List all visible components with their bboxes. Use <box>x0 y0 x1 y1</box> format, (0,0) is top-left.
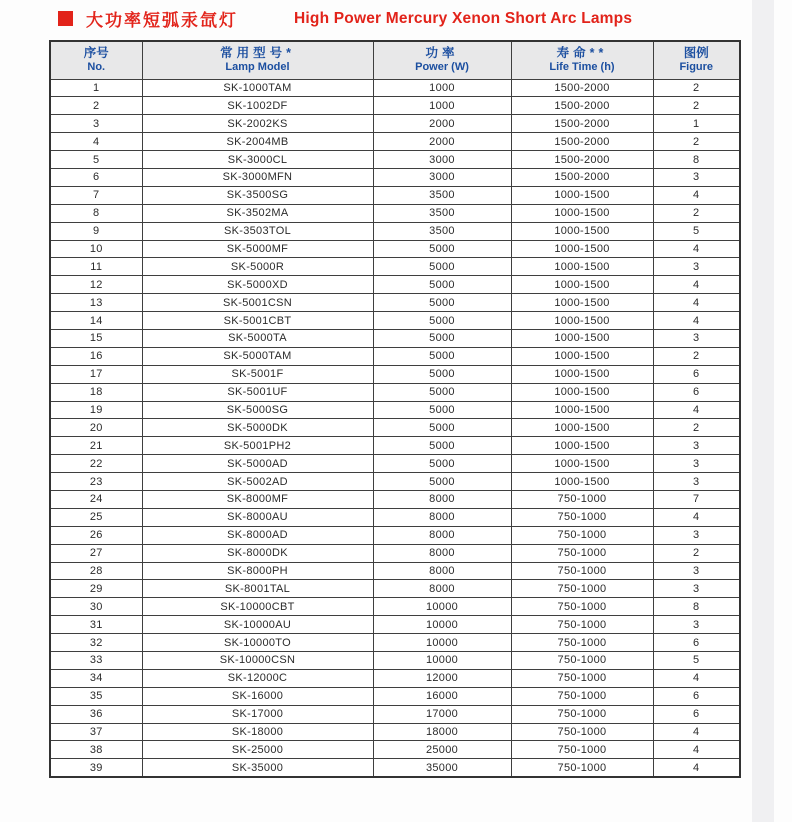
cell-power-w: 5000 <box>373 383 511 401</box>
cell-power-w: 5000 <box>373 240 511 258</box>
cell-no: 7 <box>50 186 142 204</box>
cell-life-time-h: 1000-1500 <box>511 473 653 491</box>
cell-power-w: 5000 <box>373 258 511 276</box>
cell-no: 17 <box>50 365 142 383</box>
column-header-figure <box>653 41 740 79</box>
table-row <box>50 294 740 312</box>
column-header-figure-zh: 图例 <box>683 46 709 61</box>
cell-life-time-h: 1000-1500 <box>511 294 653 312</box>
cell-figure: 5 <box>653 222 740 240</box>
cell-power-w: 5000 <box>373 276 511 294</box>
cell-power-w: 35000 <box>373 759 511 777</box>
cell-life-time-h: 1000-1500 <box>511 186 653 204</box>
cell-lamp-model: SK-5000DK <box>142 419 373 437</box>
cell-lamp-model: SK-5000SG <box>142 401 373 419</box>
table-row <box>50 473 740 491</box>
cell-power-w: 5000 <box>373 347 511 365</box>
column-header-no <box>50 41 142 79</box>
red-square-bullet-icon <box>58 11 73 26</box>
cell-life-time-h: 1000-1500 <box>511 222 653 240</box>
cell-life-time-h: 1500-2000 <box>511 79 653 97</box>
cell-no: 35 <box>50 687 142 705</box>
cell-power-w: 8000 <box>373 490 511 508</box>
column-header-power-zh: 功率 <box>425 46 459 61</box>
cell-power-w: 2000 <box>373 115 511 133</box>
cell-power-w: 8000 <box>373 580 511 598</box>
cell-power-w: 1000 <box>373 97 511 115</box>
cell-lamp-model: SK-1000TAM <box>142 79 373 97</box>
cell-no: 6 <box>50 168 142 186</box>
cell-life-time-h: 750-1000 <box>511 616 653 634</box>
page-edge-shading <box>752 0 774 822</box>
cell-life-time-h: 1000-1500 <box>511 365 653 383</box>
table-row <box>50 598 740 616</box>
cell-power-w: 5000 <box>373 401 511 419</box>
cell-lamp-model: SK-5001UF <box>142 383 373 401</box>
cell-power-w: 8000 <box>373 562 511 580</box>
cell-life-time-h: 750-1000 <box>511 598 653 616</box>
cell-lamp-model: SK-1002DF <box>142 97 373 115</box>
cell-no: 33 <box>50 652 142 670</box>
cell-figure: 2 <box>653 347 740 365</box>
cell-no: 32 <box>50 634 142 652</box>
cell-power-w: 10000 <box>373 598 511 616</box>
cell-life-time-h: 1500-2000 <box>511 151 653 169</box>
cell-life-time-h: 750-1000 <box>511 723 653 741</box>
column-header-model-en: Lamp Model <box>225 61 290 74</box>
cell-lamp-model: SK-3500SG <box>142 186 373 204</box>
column-header-model <box>142 41 373 79</box>
cell-figure: 2 <box>653 544 740 562</box>
table-row <box>50 759 740 777</box>
cell-figure: 6 <box>653 687 740 705</box>
cell-life-time-h: 1000-1500 <box>511 401 653 419</box>
cell-lamp-model: SK-5000TA <box>142 329 373 347</box>
cell-power-w: 5000 <box>373 455 511 473</box>
cell-figure: 8 <box>653 598 740 616</box>
cell-life-time-h: 750-1000 <box>511 669 653 687</box>
table-row <box>50 669 740 687</box>
cell-power-w: 8000 <box>373 544 511 562</box>
cell-figure: 6 <box>653 365 740 383</box>
cell-life-time-h: 1000-1500 <box>511 383 653 401</box>
cell-power-w: 3000 <box>373 151 511 169</box>
cell-lamp-model: SK-5000MF <box>142 240 373 258</box>
cell-lamp-model: SK-12000C <box>142 669 373 687</box>
table-row <box>50 616 740 634</box>
column-header-no-en: No. <box>87 61 106 74</box>
cell-no: 11 <box>50 258 142 276</box>
cell-no: 28 <box>50 562 142 580</box>
cell-power-w: 10000 <box>373 634 511 652</box>
cell-no: 39 <box>50 759 142 777</box>
cell-life-time-h: 750-1000 <box>511 580 653 598</box>
cell-no: 5 <box>50 151 142 169</box>
cell-figure: 4 <box>653 294 740 312</box>
table-header-row <box>50 41 740 79</box>
cell-figure: 3 <box>653 455 740 473</box>
cell-lamp-model: SK-5001PH2 <box>142 437 373 455</box>
cell-figure: 3 <box>653 562 740 580</box>
cell-no: 34 <box>50 669 142 687</box>
cell-figure: 4 <box>653 669 740 687</box>
cell-no: 1 <box>50 79 142 97</box>
table-row <box>50 186 740 204</box>
column-header-life-zh: 寿命** <box>556 46 608 61</box>
cell-lamp-model: SK-8000AD <box>142 526 373 544</box>
cell-power-w: 5000 <box>373 419 511 437</box>
cell-no: 4 <box>50 133 142 151</box>
column-header-figure-en: Figure <box>679 61 714 74</box>
cell-life-time-h: 1000-1500 <box>511 312 653 330</box>
cell-power-w: 1000 <box>373 79 511 97</box>
table-row <box>50 258 740 276</box>
cell-power-w: 5000 <box>373 473 511 491</box>
column-header-no-zh: 序号 <box>83 46 109 61</box>
cell-power-w: 5000 <box>373 294 511 312</box>
cell-lamp-model: SK-2004MB <box>142 133 373 151</box>
cell-lamp-model: SK-3502MA <box>142 204 373 222</box>
table-row <box>50 544 740 562</box>
cell-figure: 4 <box>653 186 740 204</box>
cell-power-w: 12000 <box>373 669 511 687</box>
cell-figure: 2 <box>653 133 740 151</box>
cell-figure: 4 <box>653 759 740 777</box>
cell-no: 9 <box>50 222 142 240</box>
cell-lamp-model: SK-8000PH <box>142 562 373 580</box>
cell-no: 10 <box>50 240 142 258</box>
cell-life-time-h: 750-1000 <box>511 687 653 705</box>
cell-figure: 2 <box>653 204 740 222</box>
cell-lamp-model: SK-8000DK <box>142 544 373 562</box>
cell-lamp-model: SK-18000 <box>142 723 373 741</box>
cell-no: 12 <box>50 276 142 294</box>
cell-no: 2 <box>50 97 142 115</box>
table-row <box>50 741 740 759</box>
table-row <box>50 634 740 652</box>
cell-no: 3 <box>50 115 142 133</box>
table-row <box>50 97 740 115</box>
cell-power-w: 8000 <box>373 508 511 526</box>
table-row <box>50 276 740 294</box>
cell-figure: 4 <box>653 240 740 258</box>
table-row <box>50 723 740 741</box>
cell-figure: 4 <box>653 741 740 759</box>
cell-figure: 7 <box>653 490 740 508</box>
cell-no: 22 <box>50 455 142 473</box>
cell-lamp-model: SK-10000TO <box>142 634 373 652</box>
lamp-spec-table <box>49 40 741 778</box>
table-row <box>50 419 740 437</box>
cell-no: 19 <box>50 401 142 419</box>
cell-no: 38 <box>50 741 142 759</box>
table-row <box>50 437 740 455</box>
cell-no: 25 <box>50 508 142 526</box>
cell-life-time-h: 750-1000 <box>511 490 653 508</box>
column-header-power-en: Power (W) <box>415 61 469 74</box>
cell-life-time-h: 750-1000 <box>511 508 653 526</box>
cell-lamp-model: SK-5002AD <box>142 473 373 491</box>
cell-no: 27 <box>50 544 142 562</box>
cell-life-time-h: 1500-2000 <box>511 115 653 133</box>
cell-life-time-h: 750-1000 <box>511 562 653 580</box>
cell-lamp-model: SK-17000 <box>142 705 373 723</box>
table-row <box>50 580 740 598</box>
table-row <box>50 329 740 347</box>
table-row <box>50 365 740 383</box>
cell-figure: 5 <box>653 652 740 670</box>
cell-no: 26 <box>50 526 142 544</box>
cell-lamp-model: SK-10000CBT <box>142 598 373 616</box>
cell-no: 23 <box>50 473 142 491</box>
section-title-zh: 大功率短弧汞氙灯 <box>86 11 238 30</box>
table-row <box>50 133 740 151</box>
table-row <box>50 222 740 240</box>
table-row <box>50 455 740 473</box>
cell-no: 31 <box>50 616 142 634</box>
table-row <box>50 383 740 401</box>
table-row <box>50 687 740 705</box>
cell-figure: 3 <box>653 258 740 276</box>
cell-lamp-model: SK-5001F <box>142 365 373 383</box>
column-header-power <box>373 41 511 79</box>
cell-figure: 4 <box>653 312 740 330</box>
cell-figure: 3 <box>653 580 740 598</box>
cell-power-w: 2000 <box>373 133 511 151</box>
cell-lamp-model: SK-10000AU <box>142 616 373 634</box>
cell-figure: 3 <box>653 526 740 544</box>
cell-lamp-model: SK-8001TAL <box>142 580 373 598</box>
table-row <box>50 204 740 222</box>
cell-no: 30 <box>50 598 142 616</box>
cell-life-time-h: 750-1000 <box>511 705 653 723</box>
cell-no: 20 <box>50 419 142 437</box>
cell-life-time-h: 750-1000 <box>511 741 653 759</box>
cell-power-w: 18000 <box>373 723 511 741</box>
cell-life-time-h: 750-1000 <box>511 544 653 562</box>
cell-power-w: 17000 <box>373 705 511 723</box>
cell-lamp-model: SK-5000R <box>142 258 373 276</box>
cell-lamp-model: SK-2002KS <box>142 115 373 133</box>
table-row <box>50 562 740 580</box>
cell-figure: 8 <box>653 151 740 169</box>
cell-lamp-model: SK-35000 <box>142 759 373 777</box>
cell-life-time-h: 1000-1500 <box>511 329 653 347</box>
cell-life-time-h: 750-1000 <box>511 759 653 777</box>
cell-no: 24 <box>50 490 142 508</box>
cell-lamp-model: SK-16000 <box>142 687 373 705</box>
cell-no: 29 <box>50 580 142 598</box>
table-row <box>50 168 740 186</box>
cell-no: 37 <box>50 723 142 741</box>
cell-power-w: 5000 <box>373 312 511 330</box>
table-row <box>50 652 740 670</box>
cell-power-w: 5000 <box>373 329 511 347</box>
cell-power-w: 25000 <box>373 741 511 759</box>
table-row <box>50 490 740 508</box>
cell-life-time-h: 1000-1500 <box>511 437 653 455</box>
cell-lamp-model: SK-8000AU <box>142 508 373 526</box>
cell-no: 13 <box>50 294 142 312</box>
cell-figure: 4 <box>653 276 740 294</box>
table-body <box>50 79 740 777</box>
cell-figure: 6 <box>653 383 740 401</box>
column-header-life <box>511 41 653 79</box>
cell-life-time-h: 1000-1500 <box>511 347 653 365</box>
column-header-life-en: Life Time (h) <box>549 61 615 74</box>
cell-lamp-model: SK-3000CL <box>142 151 373 169</box>
table-row <box>50 240 740 258</box>
cell-power-w: 10000 <box>373 652 511 670</box>
cell-figure: 1 <box>653 115 740 133</box>
cell-figure: 3 <box>653 473 740 491</box>
cell-power-w: 3500 <box>373 222 511 240</box>
cell-life-time-h: 1000-1500 <box>511 240 653 258</box>
cell-power-w: 8000 <box>373 526 511 544</box>
cell-life-time-h: 1500-2000 <box>511 168 653 186</box>
cell-figure: 3 <box>653 616 740 634</box>
cell-lamp-model: SK-5000TAM <box>142 347 373 365</box>
cell-figure: 4 <box>653 401 740 419</box>
table-row <box>50 312 740 330</box>
cell-life-time-h: 750-1000 <box>511 634 653 652</box>
table-row <box>50 705 740 723</box>
cell-power-w: 5000 <box>373 437 511 455</box>
cell-lamp-model: SK-5000AD <box>142 455 373 473</box>
cell-figure: 4 <box>653 508 740 526</box>
cell-lamp-model: SK-5001CSN <box>142 294 373 312</box>
table-row <box>50 151 740 169</box>
cell-power-w: 10000 <box>373 616 511 634</box>
cell-figure: 6 <box>653 705 740 723</box>
cell-life-time-h: 1000-1500 <box>511 258 653 276</box>
cell-no: 15 <box>50 329 142 347</box>
cell-figure: 2 <box>653 419 740 437</box>
cell-figure: 2 <box>653 97 740 115</box>
cell-figure: 2 <box>653 79 740 97</box>
table-row <box>50 115 740 133</box>
cell-life-time-h: 1500-2000 <box>511 133 653 151</box>
cell-no: 36 <box>50 705 142 723</box>
cell-power-w: 5000 <box>373 365 511 383</box>
cell-no: 14 <box>50 312 142 330</box>
cell-figure: 3 <box>653 329 740 347</box>
cell-power-w: 3500 <box>373 186 511 204</box>
table-row <box>50 508 740 526</box>
table-header <box>50 41 740 79</box>
cell-no: 18 <box>50 383 142 401</box>
cell-life-time-h: 1000-1500 <box>511 455 653 473</box>
cell-lamp-model: SK-5000XD <box>142 276 373 294</box>
cell-no: 8 <box>50 204 142 222</box>
cell-lamp-model: SK-25000 <box>142 741 373 759</box>
cell-life-time-h: 750-1000 <box>511 652 653 670</box>
cell-figure: 3 <box>653 437 740 455</box>
cell-figure: 4 <box>653 723 740 741</box>
table-row <box>50 526 740 544</box>
table-row <box>50 79 740 97</box>
cell-lamp-model: SK-5001CBT <box>142 312 373 330</box>
cell-lamp-model: SK-10000CSN <box>142 652 373 670</box>
cell-life-time-h: 1500-2000 <box>511 97 653 115</box>
cell-figure: 6 <box>653 634 740 652</box>
section-title-en: High Power Mercury Xenon Short Arc Lamps <box>294 9 633 27</box>
section-title-bar <box>58 6 632 31</box>
cell-life-time-h: 1000-1500 <box>511 419 653 437</box>
cell-power-w: 3000 <box>373 168 511 186</box>
cell-power-w: 3500 <box>373 204 511 222</box>
cell-no: 21 <box>50 437 142 455</box>
cell-no: 16 <box>50 347 142 365</box>
cell-figure: 3 <box>653 168 740 186</box>
cell-life-time-h: 1000-1500 <box>511 204 653 222</box>
cell-life-time-h: 750-1000 <box>511 526 653 544</box>
cell-lamp-model: SK-8000MF <box>142 490 373 508</box>
cell-power-w: 16000 <box>373 687 511 705</box>
cell-life-time-h: 1000-1500 <box>511 276 653 294</box>
cell-lamp-model: SK-3000MFN <box>142 168 373 186</box>
column-header-model-zh: 常用型号* <box>220 46 295 61</box>
table-row <box>50 347 740 365</box>
table-row <box>50 401 740 419</box>
cell-lamp-model: SK-3503TOL <box>142 222 373 240</box>
